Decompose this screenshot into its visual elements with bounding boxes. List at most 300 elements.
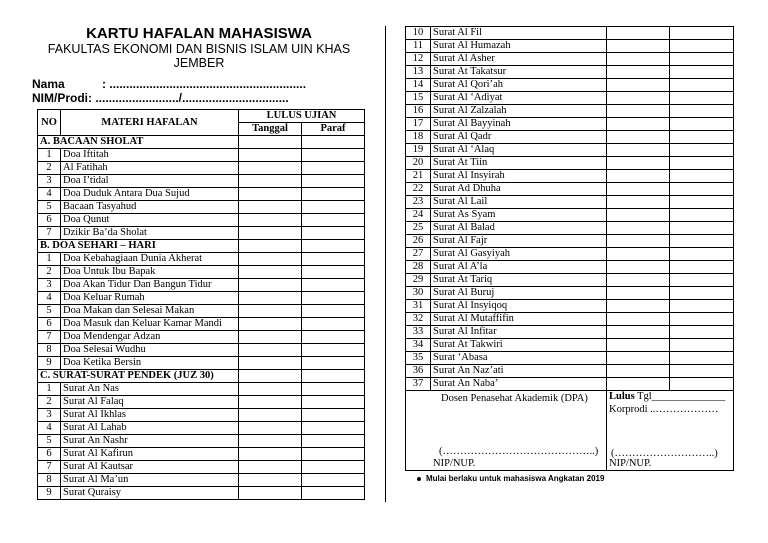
tanggal-cell (239, 422, 302, 435)
item-materi: Surat At Tiin (431, 157, 607, 170)
tanggal-cell (239, 136, 302, 149)
item-number: 6 (38, 318, 61, 331)
table-row (38, 344, 365, 357)
tanggal-cell (607, 66, 670, 79)
item-number: 3 (38, 279, 61, 292)
table-row (406, 274, 734, 287)
paraf-cell (670, 27, 734, 40)
tanggal-cell (607, 222, 670, 235)
column-divider (385, 26, 386, 502)
item-number: 1 (38, 253, 61, 266)
paraf-cell (670, 300, 734, 313)
paraf-cell (302, 396, 365, 409)
tanggal-cell (607, 157, 670, 170)
paraf-cell (670, 183, 734, 196)
item-number: 32 (406, 313, 431, 326)
item-materi: Surat Al Qadr (431, 131, 607, 144)
item-materi: Surat An Naz’ati (431, 365, 607, 378)
item-number: 24 (406, 209, 431, 222)
item-number: 13 (406, 66, 431, 79)
item-materi: Surat An Nashr (61, 435, 239, 448)
paraf-cell (302, 175, 365, 188)
item-number: 26 (406, 235, 431, 248)
tanggal-cell (239, 266, 302, 279)
item-materi: Surat Quraisy (61, 487, 239, 500)
paraf-cell (302, 383, 365, 396)
validity-note-text: Mulai berlaku untuk mahasiswa Angkatan 2019 (426, 474, 605, 483)
table-row (38, 383, 365, 396)
table-row (406, 66, 734, 79)
table-row (406, 378, 734, 391)
tanggal-cell (239, 292, 302, 305)
item-materi: Doa Qunut (61, 214, 239, 227)
paraf-cell (670, 339, 734, 352)
table-row (406, 248, 734, 261)
item-number: 33 (406, 326, 431, 339)
item-materi: Surat Al Zalzalah (431, 105, 607, 118)
paraf-cell (670, 352, 734, 365)
tanggal-cell (607, 131, 670, 144)
paraf-cell (302, 331, 365, 344)
item-materi: Doa Makan dan Selesai Makan (61, 305, 239, 318)
table-row (38, 318, 365, 331)
paraf-cell (670, 131, 734, 144)
tanggal-cell (607, 40, 670, 53)
item-materi: Bacaan Tasyahud (61, 201, 239, 214)
table-row (406, 27, 734, 40)
table-row (406, 131, 734, 144)
table-row (406, 261, 734, 274)
paraf-cell (670, 313, 734, 326)
table-row (38, 331, 365, 344)
table-row (406, 222, 734, 235)
item-number: 1 (38, 149, 61, 162)
paraf-cell (302, 292, 365, 305)
table-row (38, 435, 365, 448)
tanggal-cell (607, 261, 670, 274)
item-number: 34 (406, 339, 431, 352)
item-number: 8 (38, 344, 61, 357)
paraf-cell (670, 105, 734, 118)
section-a-title: A. BACAAN SHOLAT (38, 136, 239, 149)
item-number: 5 (38, 201, 61, 214)
item-materi: Doa Selesai Wudhu (61, 344, 239, 357)
tanggal-cell (239, 279, 302, 292)
section-b-title: B. DOA SEHARI – HARI (38, 240, 239, 253)
item-materi: Surat ‘Abasa (431, 352, 607, 365)
item-materi: Surat Al Bayyinah (431, 118, 607, 131)
item-materi: Doa Duduk Antara Dua Sujud (61, 188, 239, 201)
item-materi: Doa Untuk Ibu Bapak (61, 266, 239, 279)
paraf-cell (670, 157, 734, 170)
korprodi-label: Korprodi ..……………… (609, 404, 719, 415)
tanggal-cell (607, 339, 670, 352)
dpa-signature-cell (406, 391, 607, 471)
table-row (38, 305, 365, 318)
paraf-cell (302, 422, 365, 435)
tanggal-cell (607, 183, 670, 196)
item-materi: Doa Kebahagiaan Dunia Akherat (61, 253, 239, 266)
korprodi-signature-cell (607, 391, 734, 471)
table-row (38, 149, 365, 162)
paraf-cell (302, 318, 365, 331)
item-materi: Doa Masuk dan Keluar Kamar Mandi (61, 318, 239, 331)
tanggal-cell (607, 144, 670, 157)
item-number: 7 (38, 331, 61, 344)
item-materi: Doa Keluar Rumah (61, 292, 239, 305)
dpa-nip: NIP/NUP. (433, 458, 476, 469)
item-materi: Doa Ketika Bersin (61, 357, 239, 370)
tanggal-cell (239, 357, 302, 370)
item-materi: Surat At Takatsur (431, 66, 607, 79)
section-a-header-row (38, 136, 365, 149)
item-number: 7 (38, 461, 61, 474)
table-row (406, 196, 734, 209)
tanggal-cell (239, 396, 302, 409)
paraf-cell (302, 214, 365, 227)
item-materi: Surat Al Kafirun (61, 448, 239, 461)
table-row (406, 40, 734, 53)
item-number: 8 (38, 474, 61, 487)
subtitle-line-1: FAKULTAS EKONOMI DAN BISNIS ISLAM UIN KHAS (47, 42, 351, 56)
bullet-icon (417, 477, 421, 481)
paraf-cell (670, 79, 734, 92)
tanggal-cell (239, 474, 302, 487)
tanggal-cell (239, 370, 302, 383)
tanggal-cell (607, 105, 670, 118)
table-row (38, 214, 365, 227)
item-number: 25 (406, 222, 431, 235)
table-row (38, 448, 365, 461)
item-materi: Surat Al Fajr (431, 235, 607, 248)
table-row (38, 253, 365, 266)
item-number: 9 (38, 357, 61, 370)
korprodi-nip: NIP/NUP. (609, 458, 652, 469)
table-row (38, 175, 365, 188)
item-number: 17 (406, 118, 431, 131)
paraf-cell (302, 149, 365, 162)
paraf-cell (302, 357, 365, 370)
item-materi: Surat Al Fil (431, 27, 607, 40)
table-row (38, 266, 365, 279)
item-number: 3 (38, 175, 61, 188)
table-row (38, 292, 365, 305)
paraf-cell (302, 448, 365, 461)
tanggal-cell (239, 409, 302, 422)
tanggal-cell (607, 248, 670, 261)
item-number: 29 (406, 274, 431, 287)
item-number: 3 (38, 409, 61, 422)
tanggal-cell (239, 201, 302, 214)
table-row (38, 487, 365, 500)
table-row (406, 365, 734, 378)
paraf-cell (302, 253, 365, 266)
tanggal-cell (239, 227, 302, 240)
item-number: 2 (38, 396, 61, 409)
item-number: 20 (406, 157, 431, 170)
tanggal-cell (607, 209, 670, 222)
header-paraf: Paraf (302, 123, 365, 136)
table-row (406, 209, 734, 222)
item-materi: Surat Al Ma’un (61, 474, 239, 487)
item-number: 4 (38, 292, 61, 305)
tanggal-cell (239, 331, 302, 344)
tanggal-cell (239, 318, 302, 331)
lulus-label: Lulus (609, 391, 635, 402)
paraf-cell (670, 40, 734, 53)
paraf-cell (302, 461, 365, 474)
item-number: 9 (38, 487, 61, 500)
item-number: 5 (38, 435, 61, 448)
paraf-cell (302, 305, 365, 318)
section-b-header-row (38, 240, 365, 253)
tanggal-cell (239, 461, 302, 474)
item-number: 23 (406, 196, 431, 209)
header-lulus: LULUS UJIAN (239, 110, 365, 123)
dpa-signature-blank: (……………………………………..) (439, 446, 599, 457)
item-number: 27 (406, 248, 431, 261)
nim-label: NIM/Prodi: (32, 91, 96, 105)
tanggal-cell (607, 118, 670, 131)
item-materi: Surat Al ‘Alaq (431, 144, 607, 157)
header-materi: MATERI HAFALAN (61, 110, 239, 136)
paraf-cell (670, 261, 734, 274)
tanggal-cell (607, 53, 670, 66)
item-number: 6 (38, 448, 61, 461)
item-materi: Surat Al Humazah (431, 40, 607, 53)
paraf-cell (302, 435, 365, 448)
table-row (406, 313, 734, 326)
item-number: 6 (38, 214, 61, 227)
item-materi: Surat As Syam (431, 209, 607, 222)
tanggal-cell (239, 240, 302, 253)
paraf-cell (670, 222, 734, 235)
tanggal-cell (239, 175, 302, 188)
paraf-cell (670, 118, 734, 131)
paraf-cell (670, 274, 734, 287)
item-materi: Surat Al Insyirah (431, 170, 607, 183)
item-materi: Surat Al Gasyiyah (431, 248, 607, 261)
paraf-cell (670, 196, 734, 209)
table-row (38, 279, 365, 292)
tanggal-cell (607, 352, 670, 365)
table-row (406, 53, 734, 66)
item-materi: Surat Ad Dhuha (431, 183, 607, 196)
tanggal-cell (239, 435, 302, 448)
item-materi: Doa Akan Tidur Dan Bangun Tidur (61, 279, 239, 292)
paraf-cell (302, 344, 365, 357)
item-number: 16 (406, 105, 431, 118)
nama-field (32, 77, 307, 91)
paraf-cell (302, 162, 365, 175)
signature-row (406, 391, 734, 471)
item-number: 14 (406, 79, 431, 92)
item-materi: Al Fatihah (61, 162, 239, 175)
item-materi: Surat At Tariq (431, 274, 607, 287)
table-row (406, 339, 734, 352)
table-row (406, 300, 734, 313)
table-row (406, 118, 734, 131)
left-hafalan-table (37, 109, 365, 500)
item-materi: Surat Al Ikhlas (61, 409, 239, 422)
table-row (38, 227, 365, 240)
tanggal-cell (607, 378, 670, 391)
table-row (38, 201, 365, 214)
item-materi: Doa I’tidal (61, 175, 239, 188)
item-number: 4 (38, 188, 61, 201)
paraf-cell (302, 266, 365, 279)
item-number: 2 (38, 266, 61, 279)
paraf-cell (302, 136, 365, 149)
item-number: 22 (406, 183, 431, 196)
item-number: 11 (406, 40, 431, 53)
paraf-cell (302, 227, 365, 240)
table-row (406, 170, 734, 183)
table-row (406, 105, 734, 118)
item-number: 18 (406, 131, 431, 144)
paraf-cell (302, 201, 365, 214)
table-row (38, 188, 365, 201)
item-materi: Doa Iftitah (61, 149, 239, 162)
header-no: NO (38, 110, 61, 136)
korprodi-signature-blank: (………………………..) (611, 448, 718, 459)
paraf-cell (302, 188, 365, 201)
item-number: 37 (406, 378, 431, 391)
table-row (406, 235, 734, 248)
item-number: 10 (406, 27, 431, 40)
item-materi: Surat Al Mutaffifin (431, 313, 607, 326)
table-row (38, 474, 365, 487)
paraf-cell (670, 235, 734, 248)
tanggal-cell (239, 344, 302, 357)
item-materi: Surat Al Qori’ah (431, 79, 607, 92)
nim-value: ........................./................................ (95, 91, 289, 105)
subtitle-line-2: JEMBER (173, 56, 225, 70)
table-row (406, 287, 734, 300)
item-materi: Dzikir Ba’da Sholat (61, 227, 239, 240)
item-materi: Surat Al Asher (431, 53, 607, 66)
tanggal-cell (607, 27, 670, 40)
item-materi: Surat At Takwiri (431, 339, 607, 352)
tanggal-cell (607, 365, 670, 378)
item-number: 31 (406, 300, 431, 313)
item-number: 5 (38, 305, 61, 318)
tanggal-cell (607, 92, 670, 105)
table-row (406, 79, 734, 92)
table-row (38, 409, 365, 422)
header-tanggal: Tanggal (239, 123, 302, 136)
paraf-cell (670, 53, 734, 66)
tanggal-cell (607, 235, 670, 248)
item-materi: Surat Al ‘Adiyat (431, 92, 607, 105)
paraf-cell (670, 209, 734, 222)
item-number: 2 (38, 162, 61, 175)
item-materi: Doa Mendengar Adzan (61, 331, 239, 344)
table-row (406, 326, 734, 339)
tanggal-cell (239, 214, 302, 227)
item-number: 28 (406, 261, 431, 274)
section-c-title: C. SURAT-SURAT PENDEK (JUZ 30) (38, 370, 239, 383)
tanggal-cell (607, 326, 670, 339)
item-number: 1 (38, 383, 61, 396)
item-materi: Surat Al Infitar (431, 326, 607, 339)
item-materi: Surat Al Lahab (61, 422, 239, 435)
paraf-cell (670, 248, 734, 261)
nama-label: Nama (32, 77, 65, 91)
item-materi: Surat Al Kautsar (61, 461, 239, 474)
paraf-cell (670, 378, 734, 391)
paraf-cell (302, 409, 365, 422)
item-materi: Surat An Naba’ (431, 378, 607, 391)
nim-field (32, 91, 289, 105)
tanggal-cell (239, 448, 302, 461)
paraf-cell (670, 92, 734, 105)
paraf-cell (302, 370, 365, 383)
dpa-label: Dosen Penasehat Akademik (DPA) (441, 393, 588, 404)
item-number: 36 (406, 365, 431, 378)
paraf-cell (670, 287, 734, 300)
tanggal-cell (607, 300, 670, 313)
paraf-cell (670, 365, 734, 378)
tanggal-cell (239, 149, 302, 162)
paraf-cell (302, 240, 365, 253)
item-materi: Surat An Nas (61, 383, 239, 396)
tanggal-cell (239, 162, 302, 175)
item-number: 30 (406, 287, 431, 300)
item-number: 4 (38, 422, 61, 435)
table-row (406, 183, 734, 196)
tanggal-cell (607, 196, 670, 209)
item-number: 21 (406, 170, 431, 183)
table-row (38, 461, 365, 474)
paraf-cell (302, 279, 365, 292)
lulus-date-line (609, 391, 725, 403)
item-number: 7 (38, 227, 61, 240)
table-row (406, 92, 734, 105)
faculty-subtitle (40, 42, 358, 70)
item-materi: Surat Al Falaq (61, 396, 239, 409)
item-number: 12 (406, 53, 431, 66)
right-table-body (406, 27, 734, 391)
item-materi: Surat Al Lail (431, 196, 607, 209)
item-materi: Surat Al Insyiqoq (431, 300, 607, 313)
table-row (38, 422, 365, 435)
item-number: 19 (406, 144, 431, 157)
paraf-cell (670, 144, 734, 157)
card-title: KARTU HAFALAN MAHASISWA (86, 25, 312, 42)
table-row (38, 357, 365, 370)
tanggal-cell (607, 287, 670, 300)
left-table-body (38, 136, 365, 500)
lulus-tgl: Tgl______________ (637, 391, 726, 402)
tanggal-cell (239, 383, 302, 396)
tanggal-cell (239, 253, 302, 266)
tanggal-cell (239, 188, 302, 201)
item-number: 15 (406, 92, 431, 105)
item-materi: Surat Al Buruj (431, 287, 607, 300)
item-materi: Surat Al Balad (431, 222, 607, 235)
paraf-cell (302, 487, 365, 500)
tanggal-cell (239, 305, 302, 318)
right-hafalan-table (405, 26, 734, 471)
paraf-cell (302, 474, 365, 487)
paraf-cell (670, 326, 734, 339)
table-row (406, 144, 734, 157)
tanggal-cell (607, 274, 670, 287)
item-number: 35 (406, 352, 431, 365)
table-row (38, 162, 365, 175)
tanggal-cell (239, 487, 302, 500)
